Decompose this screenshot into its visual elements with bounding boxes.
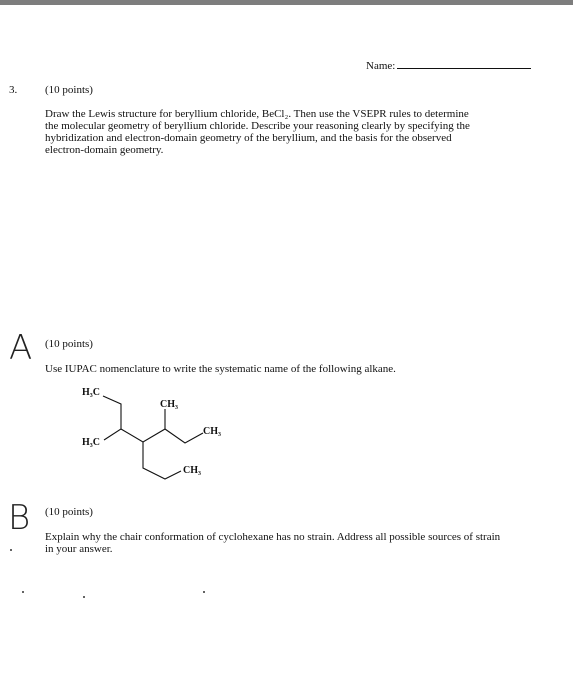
- speck: [10, 549, 12, 551]
- speck: [83, 596, 85, 598]
- question-a-text: Use IUPAC nomenclature to write the systematic name of the following alkane.: [45, 363, 396, 375]
- speck: [22, 591, 24, 593]
- label-h3c-left: H₃C: [82, 437, 100, 448]
- handwritten-marker-a: A: [9, 328, 33, 368]
- question-3-number: 3.: [9, 84, 18, 96]
- label-ch3-right: CH₃: [203, 426, 221, 437]
- question-b-points: (10 points): [45, 506, 93, 518]
- question-3-line: Draw the Lewis structure for beryllium chloride, BeCl₂. Then use the VSEPR rules to determine: [45, 108, 469, 120]
- label-h3c-top: H₃C: [82, 387, 100, 398]
- question-3-line: the molecular geometry of beryllium chloride. Describe your reasoning clearly by specifying the: [45, 120, 470, 132]
- question-3-line: electron-domain geometry.: [45, 144, 164, 156]
- question-3-line: hybridization and electron-domain geometry of the beryllium, and the basis for the observed: [45, 132, 452, 144]
- question-b-text: [45, 531, 555, 555]
- handwritten-marker-b: B: [8, 498, 31, 538]
- name-label: Name:: [366, 60, 396, 72]
- question-a-points: (10 points): [45, 338, 93, 350]
- speck: [203, 591, 205, 593]
- label-ch3-bottom: CH₃: [183, 465, 201, 476]
- label-ch3-branch: CH₃: [160, 399, 178, 410]
- question-b-line: in your answer.: [45, 543, 113, 555]
- question-b-line: Explain why the chair conformation of cyclohexane has no strain. Address all possible sources of strain: [45, 531, 501, 543]
- question-3-points: (10 points): [45, 84, 93, 96]
